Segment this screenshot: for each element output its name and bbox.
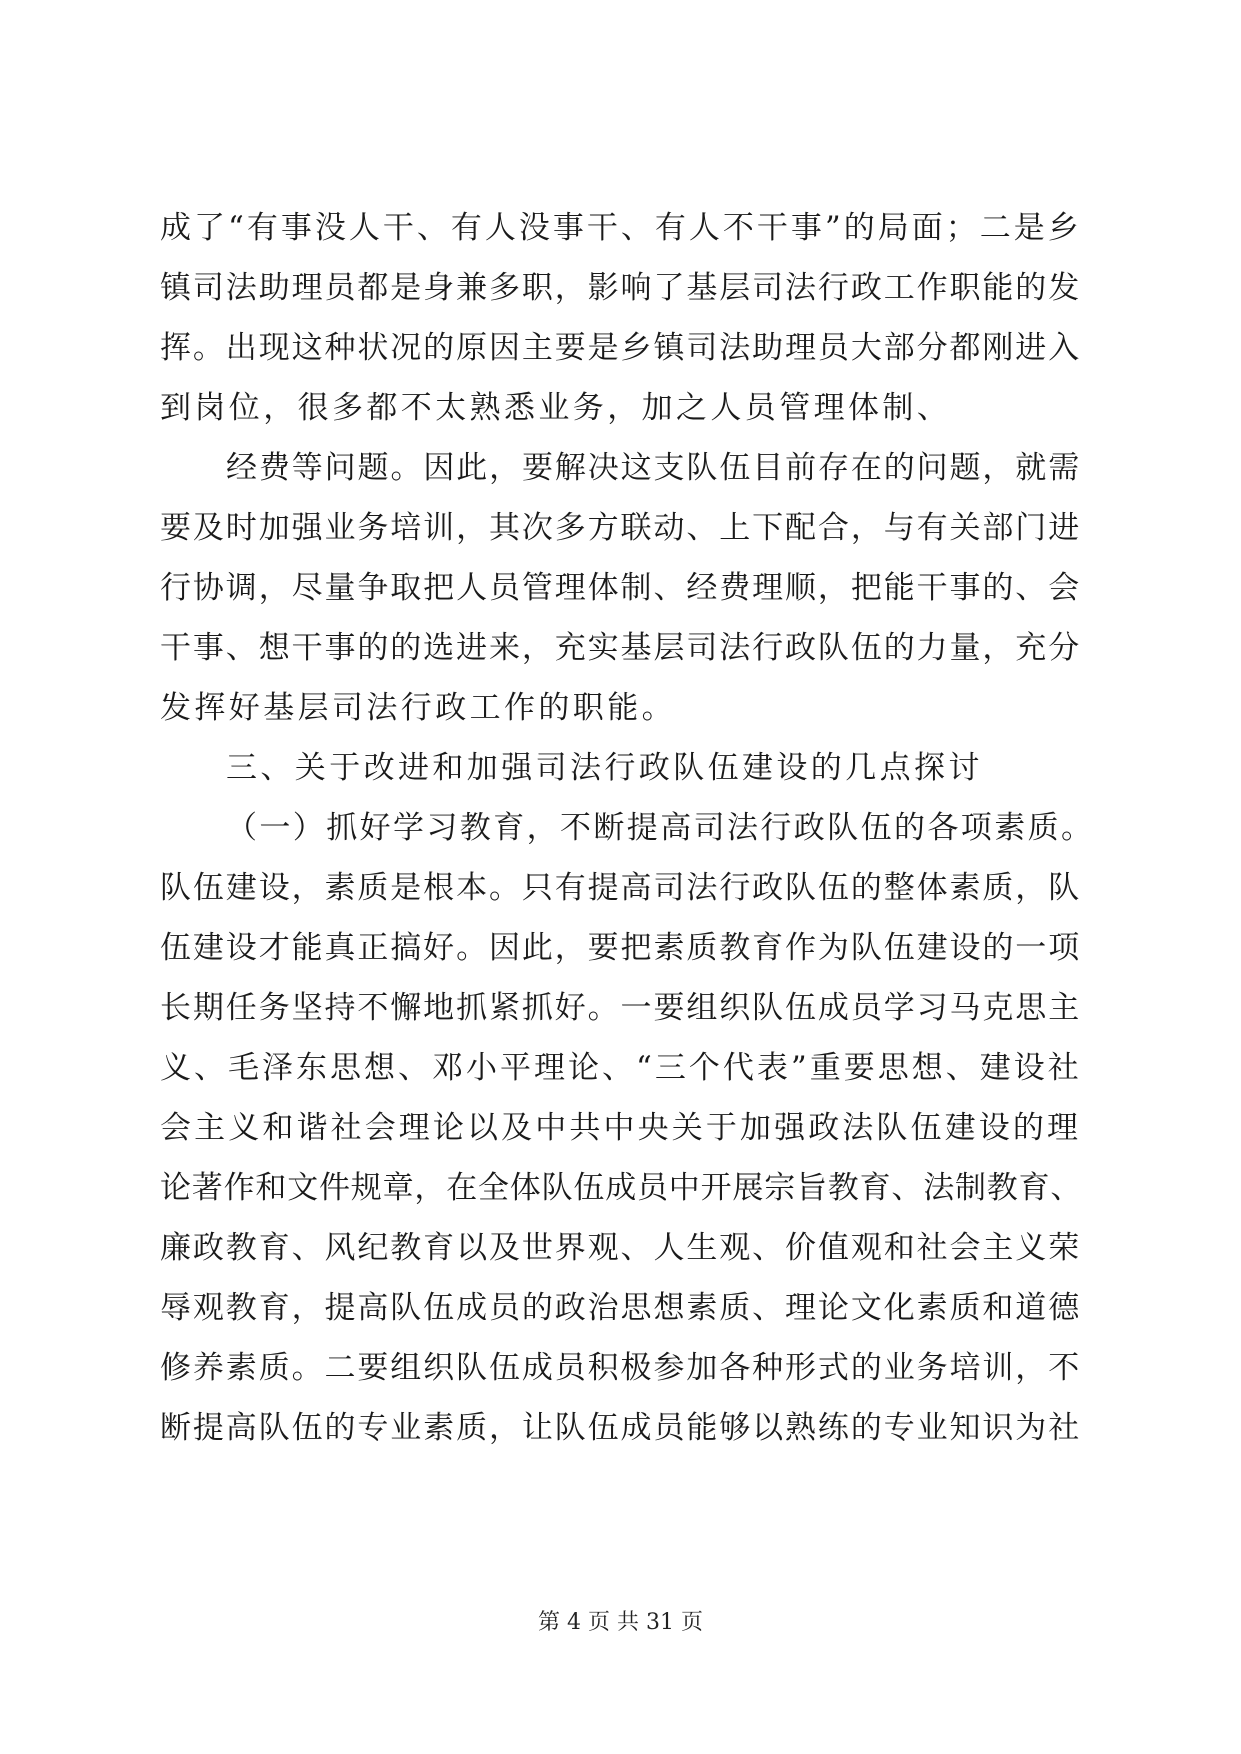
text-line-9: 发挥好基层司法行政工作的职能。 [160,690,676,726]
text-line-8: 干事、想干事的的选进来，充实基层司法行政队伍的力量，充分 [160,630,1081,666]
text-line-14: 长期任务坚持不懈地抓紧抓好。一要组织队伍成员学习马克思主 [160,990,1081,1026]
text-line-5: 经费等问题。因此，要解决这支队伍目前存在的问题，就需 [226,450,1081,486]
text-line-13: 伍建设才能真正搞好。因此，要把素质教育作为队伍建设的一项 [160,930,1081,966]
text-line-20: 修养素质。二要组织队伍成员积极参加各种形式的业务培训，不 [160,1350,1081,1386]
text-line-12: 队伍建设，素质是根本。只有提高司法行政队伍的整体素质，队 [160,870,1081,906]
subsection-heading: （一）抓好学习教育，不断提高司法行政队伍的各项素质。 [226,810,1095,846]
page-footer: 第 4 页 共 31 页 [538,1610,703,1635]
text-line-18: 廉政教育、风纪教育以及世界观、人生观、价值观和社会主义荣 [160,1230,1081,1266]
text-line-2: 镇司法助理员都是身兼多职，影响了基层司法行政工作职能的发 [160,270,1081,306]
text-line-1: 成了“有事没人干、有人没事干、有人不干事”的局面；二是乡 [160,210,1082,246]
text-line-19: 辱观教育，提高队伍成员的政治思想素质、理论文化素质和道德 [160,1290,1081,1326]
text-line-17: 论著作和文件规章，在全体队伍成员中开展宗旨教育、法制教育、 [160,1170,1083,1206]
text-line-15: 义、毛泽东思想、邓小平理论、“三个代表”重要思想、建设社 [160,1050,1082,1086]
text-line-7: 行协调，尽量争取把人员管理体制、经费理顺，把能干事的、会 [160,570,1081,606]
text-line-6: 要及时加强业务培训，其次多方联动、上下配合，与有关部门进 [160,510,1081,546]
section-heading: 三、关于改进和加强司法行政队伍建设的几点探讨 [226,750,983,786]
text-line-16: 会主义和谐社会理论以及中共中央关于加强政法队伍建设的理 [160,1110,1081,1146]
text-line-3: 挥。出现这种状况的原因主要是乡镇司法助理员大部分都刚进入 [160,330,1081,366]
text-line-21: 断提高队伍的专业素质，让队伍成员能够以熟练的专业知识为社 [160,1410,1081,1446]
text-line-4: 到岗位，很多都不太熟悉业务，加之人员管理体制、 [160,390,952,426]
